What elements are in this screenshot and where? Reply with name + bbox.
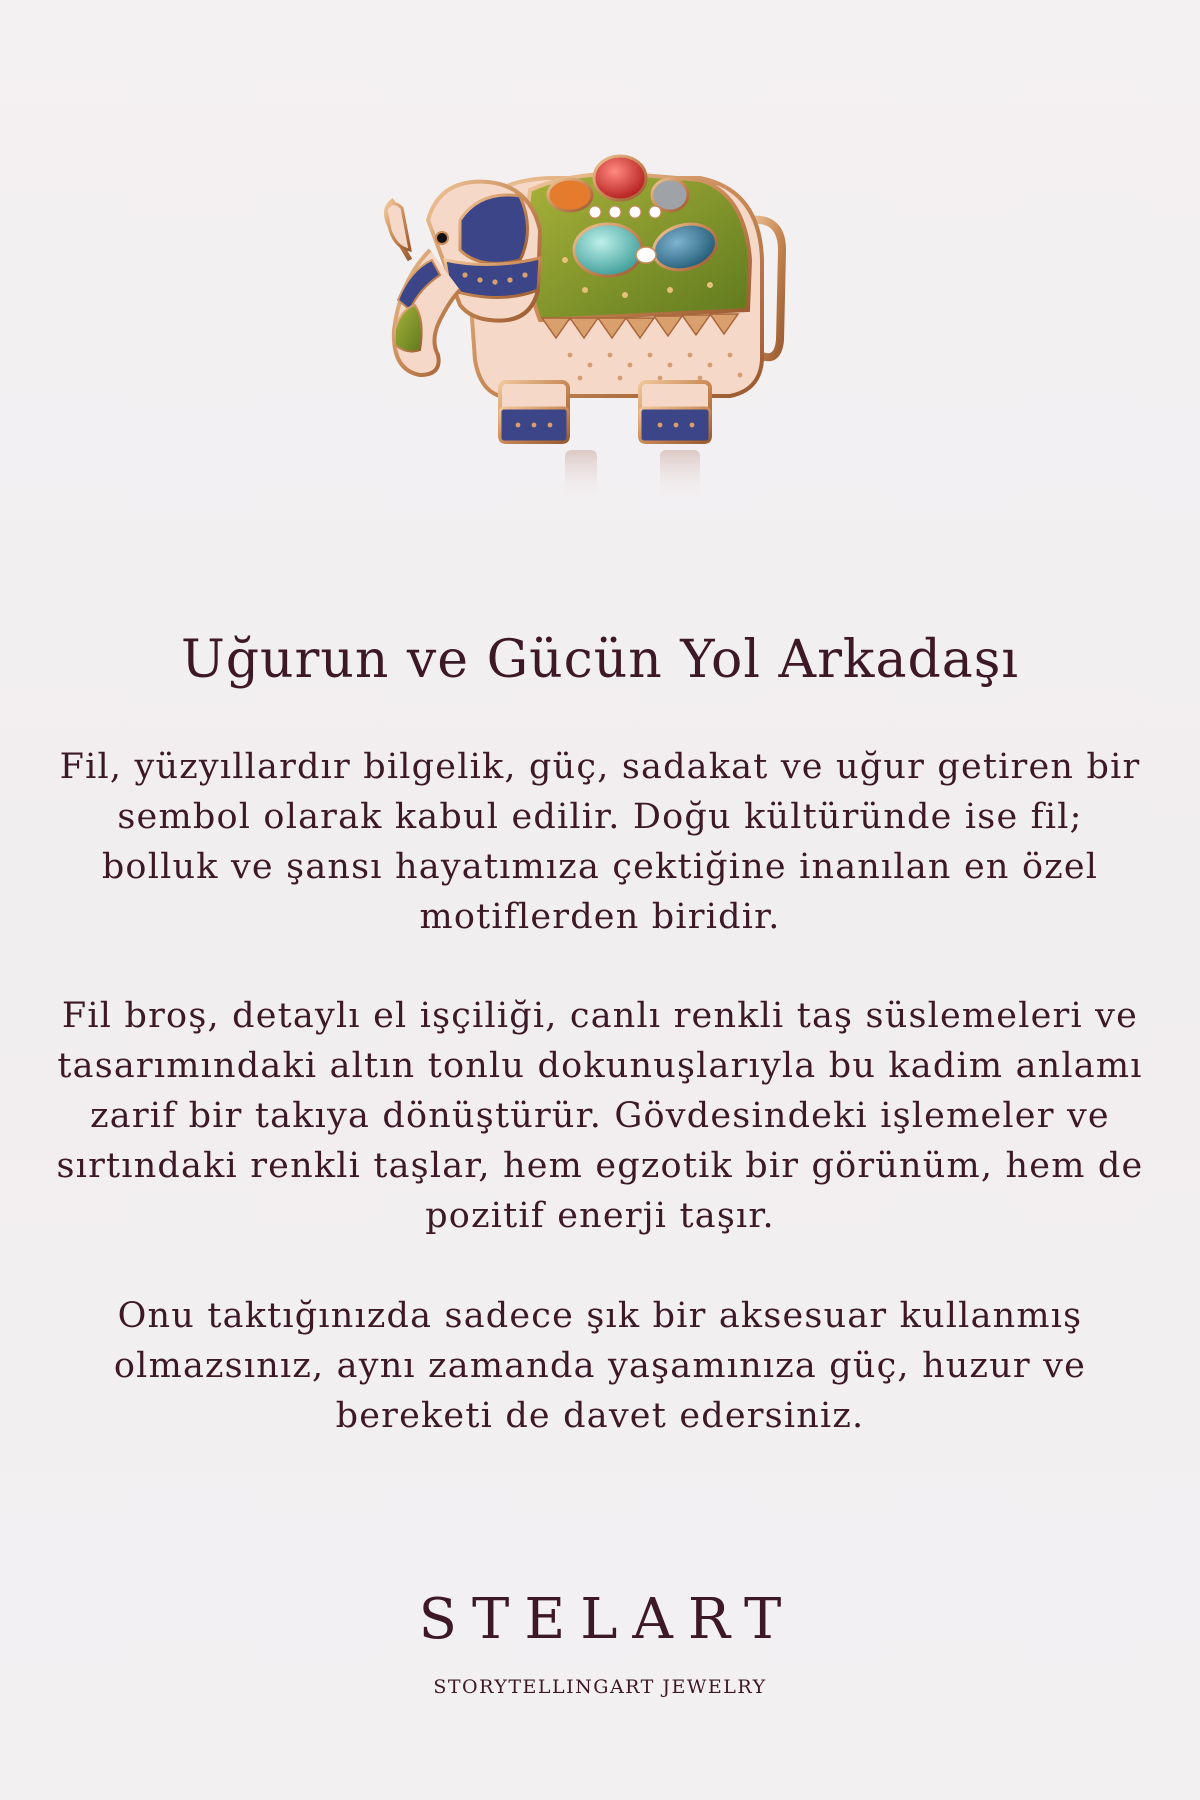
elephant-brooch-image xyxy=(370,150,820,520)
paragraph-brooch-craftsmanship: Fil broş, detaylı el işçiliği, canlı renkli taş süslemeleri ve tasarımındaki altın tonlu dokunuşlarıyla bu kadim anlamı zarif bir takıya dönüştürür. Gövdesindeki işlemeler ve sırtındaki renkli taşlar, hem egzotik bir görünüm, hem de pozitif enerji taşır. xyxy=(56,996,1144,1236)
brand-tagline: STORYTELLINGART JEWELRY xyxy=(433,1676,767,1698)
headline: Uğurun ve Gücün Yol Arkadaşı xyxy=(180,630,1020,690)
brand-logo: STELART xyxy=(418,1587,797,1652)
paragraph-elephant-symbolism: Fil, yüzyıllardır bilgelik, güç, sadakat ve uğur getiren bir sembol olarak kabul edilir. Doğu kültüründe ise fil; bolluk ve şansı hayatımıza çektiğine inanılan en özel motiflerden biridir. xyxy=(59,747,1141,937)
elephant-brooch-icon xyxy=(370,150,820,520)
paragraph-wearing-benefit: Onu taktığınızda sadece şık bir aksesuar kullanmış olmazsınız, aynı zamanda yaşamınıza güç, huzur ve bereketi de davet edersiniz. xyxy=(113,1296,1087,1436)
